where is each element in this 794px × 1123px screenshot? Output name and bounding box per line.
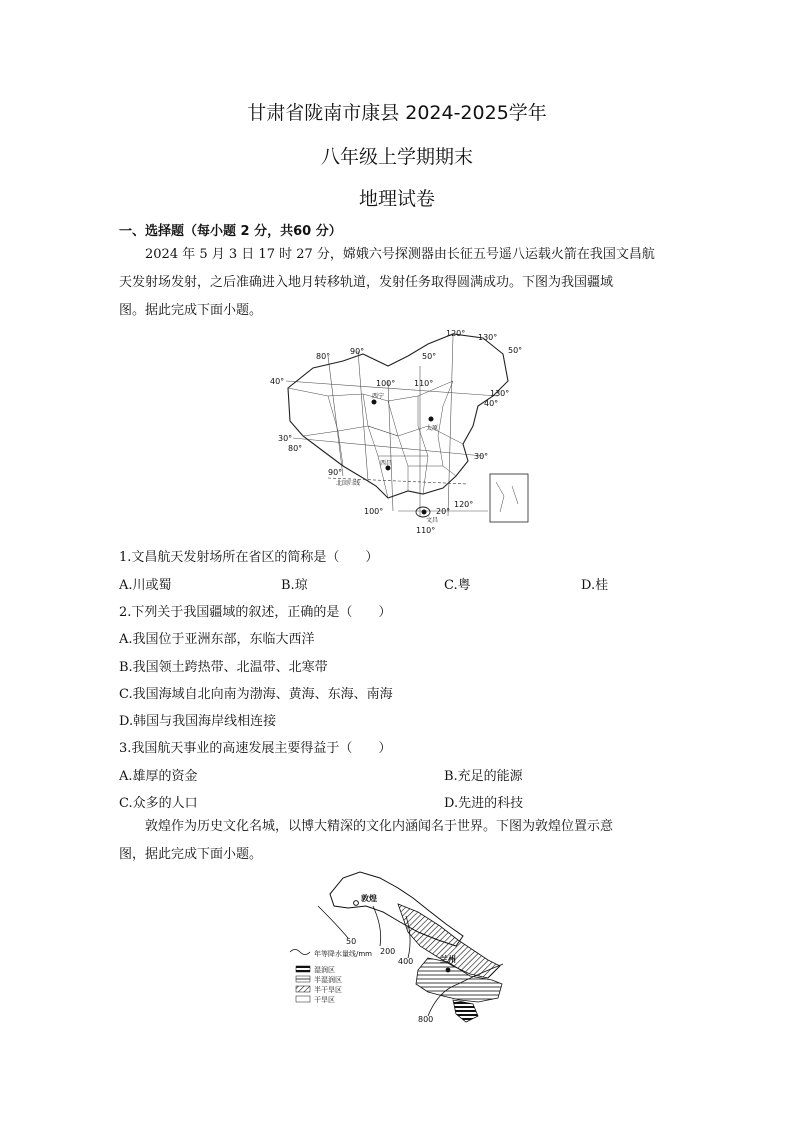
title-line-3: 地理试卷 — [358, 188, 435, 210]
isohyet-200-label: 200 — [380, 947, 396, 956]
question-3-stem: 3.我国航天事业的高速发展主要得益于（ ） — [119, 741, 392, 756]
q1-option-d[interactable]: D.桂 — [581, 578, 609, 593]
map1-label: 40° — [484, 399, 499, 408]
city-label: 太原 — [426, 425, 439, 432]
humid-swatch — [296, 966, 310, 972]
q3-option-a[interactable]: A.雄厚的资金 — [119, 769, 198, 784]
map1-label: 130° — [490, 389, 510, 398]
semi-humid-swatch — [296, 976, 310, 982]
isohyet-50-label: 50 — [346, 937, 357, 946]
isohyet-400-label: 400 — [398, 957, 414, 966]
dunhuang-point — [354, 901, 359, 906]
section-heading: 一、选择题（每小题 2 分，共60 分） — [119, 224, 342, 239]
legend-semi-humid: 半湿润区 — [314, 976, 342, 984]
arid-swatch — [296, 996, 310, 1002]
isohyet-legend-icon — [290, 950, 310, 955]
q2-option-d[interactable]: D.韩国与我国海岸线相连接 — [119, 714, 277, 729]
semi-arid-swatch — [296, 986, 310, 992]
map1-label: 50° — [508, 346, 523, 355]
intro-line-3: 图。据此完成下面小题。 — [119, 303, 263, 318]
intro-line-1: 2024 年 5 月 3 日 17 时 27 分，嫦娥六号探测器由长征五号遥八运载火箭在我国文昌航 — [145, 247, 655, 262]
tropic-label: 北回归线 — [336, 480, 361, 487]
map1-label: 20° — [436, 507, 451, 516]
legend-humid: 湿润区 — [314, 966, 335, 974]
q1-option-b[interactable]: B.琼 — [281, 578, 308, 593]
dunhuang-label: 敦煌 — [361, 894, 377, 903]
q1-option-a[interactable]: A.川或蜀 — [119, 578, 172, 593]
intro2-line-2: 图，据此完成下面小题。 — [119, 847, 263, 862]
taiyuan-point — [429, 417, 434, 422]
xining-point — [372, 400, 377, 405]
map1-label: 100° — [364, 507, 384, 516]
map1-label: 50° — [422, 352, 437, 361]
question-2-stem: 2.下列关于我国疆域的叙述，正确的是（ ） — [119, 605, 392, 620]
intro2-line-1: 敦煌作为历史文化名城，以博大精深的文化内涵闻名于世界。下图为敦煌位置示意 — [145, 819, 614, 834]
question-1-stem: 1.文昌航天发射场所在省区的简称是（ ） — [119, 550, 379, 565]
q2-option-a[interactable]: A.我国位于亚洲东部，东临大西洋 — [119, 632, 315, 647]
map1-label: 90° — [350, 347, 365, 356]
q3-option-c[interactable]: C.众多的人口 — [119, 796, 198, 811]
map1-label: 30° — [278, 434, 293, 443]
map1-label: 110° — [414, 379, 434, 388]
q2-option-c[interactable]: C.我国海域自北向南为渤海、黄海、东海、南海 — [119, 687, 393, 702]
china-territory-map — [268, 326, 538, 536]
map1-label: 40° — [270, 377, 285, 386]
title-line-1: 甘肃省陇南市康县 2024-2025学年 — [247, 102, 547, 124]
map1-label: 130° — [478, 333, 498, 342]
legend-isohyet: 年等降水量线/mm — [314, 950, 372, 958]
q2-option-b[interactable]: B.我国领土跨热带、北温带、北寒带 — [119, 660, 328, 675]
dunhuang-location-map — [288, 866, 518, 1026]
map1-label: 120° — [454, 500, 474, 509]
city-label: 西宁 — [372, 393, 385, 400]
map1-label: 80° — [316, 352, 331, 361]
lanzhou-label: 兰州 — [440, 955, 456, 964]
city-label: 文昌 — [426, 517, 439, 524]
legend-arid: 干旱区 — [314, 996, 335, 1004]
map1-label: 80° — [288, 444, 303, 453]
map1-label: 90° — [328, 468, 343, 477]
map1-label: 120° — [446, 329, 466, 338]
map1-label: 30° — [474, 452, 489, 461]
map1-label: 110° — [416, 526, 436, 535]
intro-line-2: 天发射场发射，之后准确进入地月转移轨道，发射任务取得圆满成功。下图为我国疆域 — [119, 275, 614, 290]
title-line-2: 八年级上学期期末 — [320, 146, 473, 168]
isohyet-800-label: 800 — [418, 1015, 434, 1024]
q3-option-d[interactable]: D.先进的科技 — [444, 796, 524, 811]
wenchang-point — [422, 510, 427, 515]
map1-label: 100° — [376, 379, 396, 388]
q3-option-b[interactable]: B.充足的能源 — [444, 769, 523, 784]
legend-semi-arid: 半干旱区 — [314, 986, 342, 994]
q1-option-c[interactable]: C.粤 — [444, 578, 471, 593]
city-label: 西昌 — [380, 460, 393, 467]
lanzhou-point — [446, 968, 451, 973]
